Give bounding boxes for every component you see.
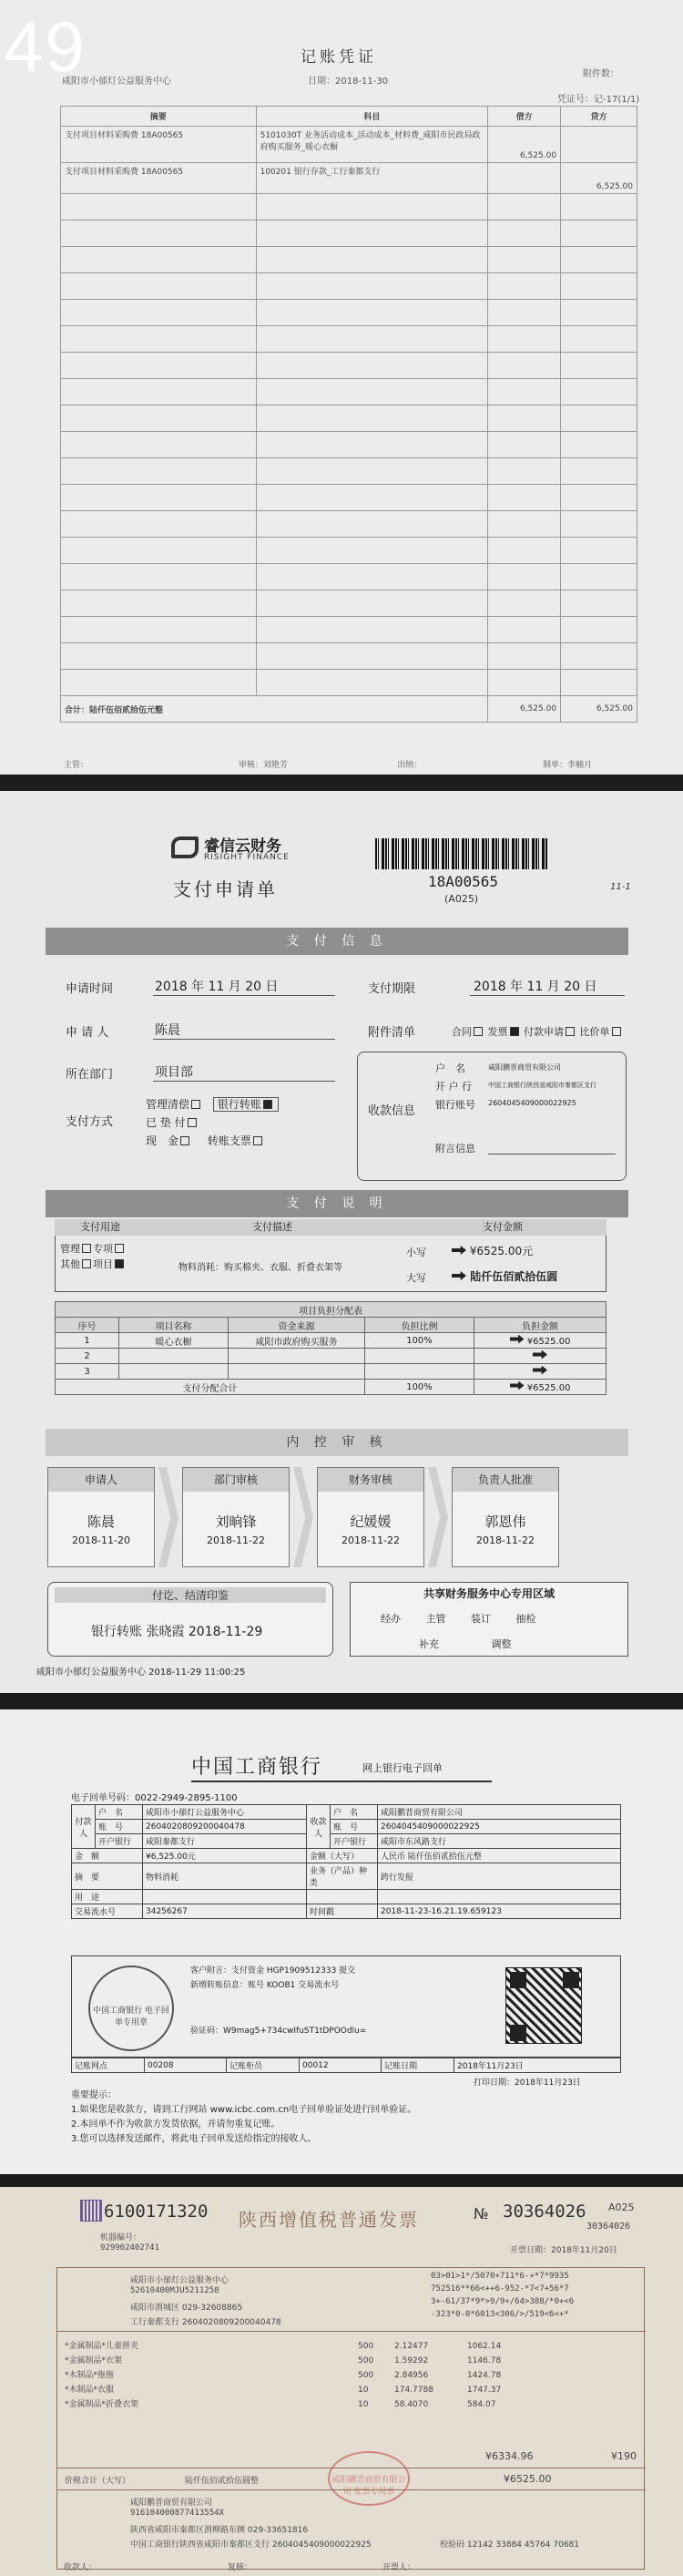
item-names: *金属制品*儿童拼夹 *金属制品*衣架 *木制品*拖拖 *木制品*衣服 *金属制品*折叠衣架: [65, 2342, 139, 2409]
arrow-icon: [533, 1366, 547, 1375]
total-credit: 6,525.00: [561, 696, 637, 723]
receipt-details: 客户附言：支付资金 HGP1909512333 提交 新增转账信息：账号 KOOB1 交易流水号 验证码：W9mag5+734cwIfuST1tDPOOdlu=: [190, 1966, 367, 2036]
arrow-icon: [533, 1350, 547, 1360]
dept: 项目部: [155, 1065, 193, 1080]
amount-label: 支付金额: [399, 1219, 607, 1236]
receipt-ref: 电子回单号码：0022-2949-2895-1100: [71, 1793, 238, 1803]
shared-row-1: 经办 主管 装订 抽检: [381, 1613, 536, 1625]
receiver-name: 咸阳鹏晋商贸有限公司: [488, 1063, 561, 1072]
voucher-empty-row: [61, 538, 637, 564]
barcode-number: 18A00565: [428, 873, 499, 890]
attach-list: 合同 发票 付款申请 比价单: [452, 1024, 623, 1039]
barcode-icon: [375, 838, 548, 869]
invoice-code: 6100171320: [104, 2201, 209, 2222]
voucher-empty-row: [61, 485, 637, 511]
voucher-empty-row: [61, 379, 637, 405]
row-account: 100201 银行存款_工行秦都支行: [256, 163, 488, 194]
chevron-right-icon: [293, 1467, 313, 1567]
invoice-body: [56, 2267, 645, 2570]
bank-receipt: [0, 1709, 683, 2174]
apply-time-line: [153, 995, 335, 996]
receipt-notes: 重要提示： 1.如果您是收款方，请到工行网站 www.icbc.com.cn电子回单验证处进行回单验证。 2.本回单不作为收款方发货依据，并请勿重复记账。 3.您可以选择发送邮件，将此电子回单发送给指定的接收人。: [71, 2090, 417, 2144]
pay-method-list: 管理清偿 银行转账 已 垫 付 现 金 转账支票: [146, 1095, 279, 1150]
voucher-empty-row: [61, 564, 637, 590]
invoice-payee: 收款人：: [64, 2563, 97, 2572]
voucher-empty-row: [61, 458, 637, 485]
total-amount: ¥6334.96: [485, 2450, 534, 2462]
total-label: 合计：陆仟伍佰贰拾伍元整: [61, 696, 488, 723]
voucher-empty-row: [61, 617, 637, 643]
handwritten-note: 11-1: [610, 882, 631, 892]
voucher-empty-row: [61, 221, 637, 247]
invoice-no: 30364026: [503, 2201, 586, 2222]
pay-deadline-line: [470, 995, 625, 996]
machine-no-value: 929902402741: [100, 2243, 160, 2253]
receipt-account-row: 记账网点 00208 记账柜员 00012 记账日期 2018年11月23日: [71, 2058, 621, 2073]
alloc-total-row: 支付分配合计 100% ¥6525.00: [56, 1380, 607, 1395]
voucher-org: 咸阳市小郁灯公益服务中心: [62, 77, 171, 87]
voucher-empty-row: [61, 590, 637, 617]
pay-deadline-label: 支付期限: [368, 982, 416, 996]
voucher-table: [60, 106, 637, 723]
page-number: 49: [4, 6, 87, 87]
voucher-title: 记账凭证: [301, 48, 377, 67]
voucher-empty-row: [61, 273, 637, 300]
invoice-no-label: №: [474, 2205, 489, 2222]
receive-label: 收款信息: [368, 1104, 416, 1118]
review-step-applicant: 申请人 陈晨 2018-11-20: [47, 1467, 155, 1567]
use-label: 支付用途: [55, 1219, 146, 1236]
arrow-icon: [510, 1335, 525, 1344]
alloc-header-row: 序号 项目名称 资金来源 负担比例 负担金额: [56, 1318, 607, 1333]
attach-apply-checkbox[interactable]: [566, 1027, 575, 1036]
voucher-row: [61, 127, 637, 163]
receipt-type: 网上银行电子回单: [362, 1762, 443, 1774]
total-tax: ¥190: [611, 2450, 637, 2462]
attach-label: 附件清单: [368, 1026, 416, 1040]
header-account: 科目: [256, 107, 488, 127]
use-list: 管理 专项 其他 项目: [60, 1241, 126, 1272]
footer-cashier: 出纳：: [397, 761, 423, 770]
pay-method-checkbox[interactable]: [191, 1100, 200, 1109]
receipt-detail-box: [71, 1955, 621, 2058]
arrow-icon: [510, 1381, 525, 1391]
attach-invoice-checkbox[interactable]: [510, 1027, 519, 1036]
arrow-icon: [452, 1271, 466, 1280]
alloc-title: 项目负担分配表: [56, 1302, 607, 1318]
pay-method-checkbox[interactable]: [253, 1136, 262, 1145]
arrow-icon: [452, 1246, 466, 1255]
voucher-no: 凭证号：记-17(1/1): [557, 95, 640, 105]
items-block: [57, 2332, 646, 2468]
total-debit: 6,525.00: [488, 696, 561, 723]
bank-stamp-icon: 中国工商银行 电子回单专用章: [88, 1965, 174, 2051]
voucher-empty-row: [61, 326, 637, 353]
footer-maker: 制单：李楠月: [543, 761, 593, 770]
vat-invoice: [0, 2187, 683, 2576]
invoice-qr-icon: [80, 2200, 102, 2222]
voucher-empty-row: [61, 405, 637, 432]
buyer-block: 咸阳市小郁灯公益服务中心 52610400MJU5211258 咸阳市渭城区 029-32608865 工行秦都支行 2604020809200040478 03>01>1*/5070+711*6-+*7*9935 752516**66<++6-952-*7<7+56*7 3+-61/37*9*>9/9+/64>388/*0+<6 -323*0-0*6013<306/>/519<6<+*: [57, 2268, 646, 2332]
apply-time: 2018 年 11 月 20 日: [155, 980, 279, 994]
row-account: 5101030T 业务活动成本_活动成本_材料费_咸阳市民政局政府购买服务_暖心衣橱: [256, 127, 488, 163]
invoice-tag: A025: [608, 2201, 635, 2213]
item-qty: 500 500 500 10 10: [358, 2342, 374, 2409]
receiver-bank: 中国工商银行陕西省咸阳市秦都区支行: [488, 1082, 596, 1089]
header-credit: 贷方: [561, 107, 637, 127]
extra-line: [488, 1154, 616, 1155]
bank-name: 中国工商银行: [191, 1756, 323, 1779]
invoice-reviewer: 复核：: [228, 2563, 253, 2572]
use-checkbox[interactable]: [82, 1244, 91, 1253]
row-credit: [561, 127, 637, 163]
amount-big: 陆仟伍佰贰拾伍圆: [452, 1268, 557, 1284]
use-checkbox[interactable]: [115, 1259, 124, 1268]
receipt-table: 付款人 户 名 咸阳市小郁灯公益服务中心 收款人 户 名 咸阳鹏晋商贸有限公司 账 号 2604020809200040478 账 号 2604045409000022925 开户银行 咸阳秦都支行 开户银行 咸阳市东风路支行 金 额 ¥6,525.00元 金额（大写） 人民币 陆仟伍佰贰拾伍元整 摘 要 物料消耗 业务（产品）种类 跨行发报 用 途 交易流水号 34256267 时间戳 2018-11-23-16.21.19.659123: [71, 1804, 621, 1919]
receiver-no-label: 银行账号: [435, 1099, 475, 1111]
alloc-row: 1 暖心衣橱 咸阳市政府购买服务 100% ¥6525.00: [56, 1333, 607, 1349]
attach-contract-checkbox[interactable]: [474, 1027, 483, 1036]
receiver-no: 2604045409000022925: [488, 1099, 576, 1107]
invoice-title: 陕西增值税普通发票: [239, 2209, 419, 2231]
voucher-empty-row: [61, 247, 637, 273]
item-amount: 1062.14 1146.78 1424.78 1747.37 584.07: [467, 2342, 502, 2409]
title-rule: [191, 1781, 492, 1782]
seller-block: 咸阳鹏晋商贸有限公司 916104000877413554X 陕西省咸阳市秦都区渭柳路东侧 029-33651816 中国工商银行陕西省咸阳市秦都区支行 2604045409000022925 校验码 12142 33884 45764 70681: [130, 2499, 579, 2550]
review-step-dept: 部门审核 刘晌锋 2018-11-22: [182, 1467, 290, 1567]
voucher-total-row: [61, 696, 637, 723]
payment-request-form: [0, 791, 683, 1693]
footer-manager: 主管：: [64, 761, 89, 770]
section-review: 内 控 审 核: [46, 1429, 628, 1456]
voucher-empty-row: [61, 194, 637, 221]
voucher-empty-row: [61, 300, 637, 326]
item-price: 2.12477 1.59292 2.84956 174.7788 58.4070: [394, 2342, 433, 2409]
apply-time-label: 申请时间: [66, 982, 114, 996]
desc-label: 支付描述: [146, 1219, 399, 1236]
row-summary: 支付项目材料采购费 18A00565: [61, 127, 257, 163]
settle-value: 银行转账 张晓霞 2018-11-29: [91, 1625, 263, 1639]
attach-compare-checkbox[interactable]: [612, 1027, 621, 1036]
dept-line: [153, 1081, 335, 1082]
voucher-date: 日期：2018-11-30: [308, 77, 389, 87]
row-debit: [488, 163, 561, 194]
review-step-finance: 财务审核 纪媛媛 2018-11-22: [317, 1467, 424, 1567]
voucher-empty-row: [61, 670, 637, 696]
pay-method-checkbox[interactable]: [188, 1118, 197, 1127]
use-checkbox[interactable]: [115, 1244, 124, 1253]
row-credit: 6,525.00: [561, 163, 637, 194]
chevron-right-icon: [428, 1467, 448, 1567]
brand-logo-icon: [171, 836, 199, 858]
row-debit: 6,525.00: [488, 127, 561, 163]
pay-desc: 物料消耗：购买棉夹、衣服、折叠衣架等: [178, 1263, 342, 1273]
alloc-row: 3: [56, 1364, 607, 1380]
voucher-empty-row: [61, 643, 637, 670]
invoice-seal-icon: 咸阳鹏晋商贸有限公司 发票专用章: [328, 2451, 410, 2506]
form-title: 支付申请单: [173, 878, 278, 900]
review-step-approver: 负责人批准 郭恩伟 2018-11-22: [452, 1467, 559, 1567]
use-checkbox[interactable]: [82, 1259, 91, 1268]
header-debit: 借方: [488, 107, 561, 127]
total-block: 价税合计（大写） 陆仟伍佰贰拾伍圆整 ¥6525.00: [57, 2468, 646, 2490]
allocation-table: [55, 1301, 607, 1395]
amount-small-label: 小写: [406, 1247, 426, 1258]
pay-method-checkbox[interactable]: [180, 1136, 189, 1145]
amount-big-label: 大写: [406, 1272, 426, 1284]
brand-name-en: RISIGHT FINANCE: [204, 853, 290, 862]
applicant-line: [153, 1039, 335, 1040]
voucher-empty-row: [61, 432, 637, 458]
footer-reviewer: 审核：刘艳芳: [239, 761, 289, 770]
voucher-row: [61, 163, 637, 194]
header-summary: 摘要: [61, 107, 257, 127]
voucher-header-row: [61, 107, 637, 127]
settle-title: 付讫、结清印鉴: [55, 1587, 326, 1603]
pay-method-label: 支付方式: [66, 1115, 114, 1129]
barcode-sub: (A025): [444, 893, 479, 905]
shared-title: 共享财务服务中心专用区域: [423, 1587, 555, 1600]
print-date: 打印日期：2018年11月23日: [474, 2078, 581, 2088]
invoice-no-right: 30364026: [586, 2222, 631, 2232]
voucher-empty-row: [61, 511, 637, 538]
alloc-row: 2: [56, 1349, 607, 1364]
brand-name: 睿信云财务: [204, 837, 281, 856]
dept-label: 所在部门: [66, 1068, 114, 1082]
invoice-date: 开票日期：2018年11月20日: [510, 2246, 617, 2255]
voucher-empty-row: [61, 353, 637, 379]
amount-small: ¥6525.00元: [452, 1243, 533, 1258]
applicant-label: 申 请 人: [66, 1026, 109, 1040]
machine-no: 机器编号：: [100, 2233, 142, 2242]
row-summary: 支付项目材料采购费 18A00565: [61, 163, 257, 194]
section-pay-desc: 支 付 说 明: [46, 1190, 628, 1217]
accounting-voucher: [0, 0, 683, 775]
receiver-bank-label: 开 户 行: [435, 1081, 472, 1093]
pay-deadline: 2018 年 11 月 20 日: [474, 980, 597, 994]
invoice-drawer: 开票人：: [382, 2563, 416, 2572]
shared-row-2: 补充 调整: [419, 1638, 512, 1650]
attachments-count: 附件数：: [583, 69, 619, 79]
receiver-name-label: 户 名: [435, 1062, 465, 1074]
qr-code-icon: [505, 1967, 582, 2044]
pay-method-checkbox[interactable]: [263, 1100, 272, 1109]
extra-label: 附言信息: [435, 1143, 475, 1155]
applicant: 陈晨: [155, 1023, 180, 1038]
section-pay-info: 支 付 信 息: [46, 928, 628, 955]
print-footer: 咸阳市小郁灯公益服务中心 2018-11-29 11:00:25: [36, 1668, 246, 1678]
chevron-right-icon: [158, 1467, 178, 1567]
